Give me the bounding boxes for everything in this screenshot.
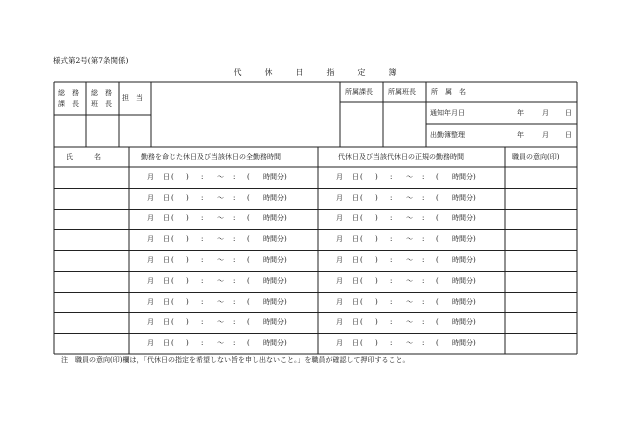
sub-tilde-text: 〜 [406, 277, 413, 285]
work-day-text: 日 [163, 194, 170, 202]
sub-colon-text: : [422, 298, 425, 306]
work-tilde-text: 〜 [217, 194, 224, 202]
work-day-text: 日 [163, 173, 170, 181]
work-tilde-text: 〜 [217, 214, 224, 222]
work-hours-text-text: 時間分) [263, 235, 287, 243]
sub-colon-text: : [422, 173, 425, 181]
sub-month-text: 月 [336, 235, 343, 243]
sub-paren-close-text: ) [375, 277, 378, 285]
work-tilde-text: 〜 [217, 235, 224, 243]
work-hours-text-text: 時間分) [263, 194, 287, 202]
soumu-hancho-label-1: 総 務 [91, 89, 112, 97]
sub-paren-open-text: ( [360, 339, 363, 347]
sub-paren-open-text: ( [360, 214, 363, 222]
work-paren-open-text: ( [171, 214, 174, 222]
sub-hours-open-text: ( [436, 214, 439, 222]
work-tilde-text: 〜 [217, 339, 224, 347]
sub-colon-text: : [422, 214, 425, 222]
tanto-label: 担 当 [122, 94, 143, 102]
work-day-text: 日 [163, 235, 170, 243]
work-month-text: 月 [147, 194, 154, 202]
sub-month-text: 月 [336, 318, 343, 326]
shozoku-kacho-label: 所属課長 [345, 88, 373, 96]
work-day-text: 日 [163, 298, 170, 306]
sub-tilde-text: 〜 [406, 235, 413, 243]
sub-paren-open-text: ( [360, 298, 363, 306]
sub-tilde-text: 〜 [406, 318, 413, 326]
sub-paren-open-text: ( [360, 235, 363, 243]
sub-hours-text-text: 時間分) [452, 318, 476, 326]
sub-day-text: 日 [352, 173, 359, 181]
sub-month-text: 月 [336, 298, 343, 306]
sub-colon-text: : [390, 339, 393, 347]
sub-hours-open-text: ( [436, 277, 439, 285]
work-hours-open-text: ( [247, 256, 250, 264]
work-day-text: 日 [163, 318, 170, 326]
work-hours-open-text: ( [247, 298, 250, 306]
work-paren-open-text: ( [171, 277, 174, 285]
sub-hours-open-text: ( [436, 256, 439, 264]
work-hours-open-text: ( [247, 194, 250, 202]
work-colon-text: : [233, 339, 236, 347]
work-colon-text: : [233, 235, 236, 243]
work-month-text: 月 [147, 256, 154, 264]
work-hours-text-text: 時間分) [263, 339, 287, 347]
shozoku-mei-label: 所 属 名 [431, 88, 466, 96]
work-hours-text-text: 時間分) [263, 298, 287, 306]
sub-paren-open-text: ( [360, 318, 363, 326]
sub-month-text: 月 [336, 277, 343, 285]
work-hours-text-text: 時間分) [263, 256, 287, 264]
work-colon-text: : [233, 298, 236, 306]
work-paren-open-text: ( [171, 235, 174, 243]
header-work-day: 勤務を命じた休日及び当該休日の全勤務時間 [141, 153, 281, 161]
sub-paren-close-text: ) [375, 339, 378, 347]
work-colon-text: : [201, 318, 204, 326]
sub-colon-text: : [390, 214, 393, 222]
work-day-text: 日 [163, 214, 170, 222]
sub-day-text: 日 [352, 256, 359, 264]
sub-hours-text-text: 時間分) [452, 173, 476, 181]
work-paren-close-text: ) [186, 214, 189, 222]
work-hours-open-text: ( [247, 214, 250, 222]
sub-colon-text: : [422, 339, 425, 347]
work-paren-close-text: ) [186, 235, 189, 243]
sub-month-text: 月 [336, 339, 343, 347]
sub-hours-open-text: ( [436, 339, 439, 347]
sub-colon-text: : [390, 256, 393, 264]
work-paren-close-text: ) [186, 277, 189, 285]
sub-paren-close-text: ) [375, 318, 378, 326]
shukkin-month-unit: 月 [542, 131, 549, 139]
soumu-kacho-label-2: 課 長 [58, 100, 79, 108]
title-char: 日 [295, 68, 304, 77]
sub-colon-text: : [390, 298, 393, 306]
sub-colon-text: : [390, 173, 393, 181]
sub-day-text: 日 [352, 298, 359, 306]
sub-hours-text-text: 時間分) [452, 298, 476, 306]
sub-tilde-text: 〜 [406, 298, 413, 306]
work-colon-text: : [201, 298, 204, 306]
work-hours-text-text: 時間分) [263, 277, 287, 285]
sub-colon-text: : [422, 318, 425, 326]
work-month-text: 月 [147, 214, 154, 222]
work-colon-text: : [201, 339, 204, 347]
sub-hours-text-text: 時間分) [452, 194, 476, 202]
sub-colon-text: : [422, 277, 425, 285]
title-char: 代 [233, 68, 242, 77]
sub-paren-close-text: ) [375, 235, 378, 243]
sub-colon-text: : [390, 194, 393, 202]
sub-paren-open-text: ( [360, 194, 363, 202]
sub-paren-close-text: ) [375, 194, 378, 202]
tsuchi-date-label: 通知年月日 [430, 109, 465, 117]
work-colon-text: : [201, 256, 204, 264]
work-hours-text-text: 時間分) [263, 173, 287, 181]
work-day-text: 日 [163, 277, 170, 285]
sub-colon-text: : [422, 194, 425, 202]
sub-day-text: 日 [352, 235, 359, 243]
work-paren-open-text: ( [171, 318, 174, 326]
work-paren-close-text: ) [186, 173, 189, 181]
sub-tilde-text: 〜 [406, 173, 413, 181]
work-tilde-text: 〜 [217, 173, 224, 181]
sub-colon-text: : [390, 318, 393, 326]
work-colon-text: : [201, 194, 204, 202]
sub-paren-close-text: ) [375, 256, 378, 264]
sub-day-text: 日 [352, 214, 359, 222]
work-month-text: 月 [147, 298, 154, 306]
work-colon-text: : [233, 194, 236, 202]
work-month-text: 月 [147, 173, 154, 181]
work-day-text: 日 [163, 339, 170, 347]
header-name: 氏 名 [66, 153, 101, 161]
title-char: 定 [357, 68, 366, 77]
work-colon-text: : [233, 318, 236, 326]
work-paren-close-text: ) [186, 318, 189, 326]
sub-hours-text-text: 時間分) [452, 339, 476, 347]
work-tilde-text: 〜 [217, 256, 224, 264]
sub-colon-text: : [422, 235, 425, 243]
tsuchi-month-unit: 月 [542, 109, 549, 117]
sub-colon-text: : [390, 277, 393, 285]
sub-hours-open-text: ( [436, 235, 439, 243]
work-paren-close-text: ) [186, 298, 189, 306]
soumu-hancho-label-2: 班 長 [91, 100, 112, 108]
shukkin-year-unit: 年 [517, 131, 524, 139]
work-paren-open-text: ( [171, 256, 174, 264]
work-colon-text: : [201, 214, 204, 222]
work-colon-text: : [201, 173, 204, 181]
header-intention: 職員の意向(印) [512, 153, 560, 161]
work-paren-close-text: ) [186, 256, 189, 264]
sub-month-text: 月 [336, 194, 343, 202]
sub-tilde-text: 〜 [406, 194, 413, 202]
sub-hours-text-text: 時間分) [452, 256, 476, 264]
work-hours-open-text: ( [247, 339, 250, 347]
sub-paren-close-text: ) [375, 173, 378, 181]
sub-tilde-text: 〜 [406, 214, 413, 222]
sub-day-text: 日 [352, 318, 359, 326]
form-number: 様式第2号(第7条関係) [53, 56, 129, 65]
sub-tilde-text: 〜 [406, 339, 413, 347]
work-colon-text: : [233, 214, 236, 222]
sub-day-text: 日 [352, 277, 359, 285]
sub-paren-close-text: ) [375, 214, 378, 222]
sub-hours-text-text: 時間分) [452, 277, 476, 285]
sub-day-text: 日 [352, 194, 359, 202]
sub-hours-open-text: ( [436, 318, 439, 326]
work-paren-open-text: ( [171, 194, 174, 202]
work-hours-open-text: ( [247, 277, 250, 285]
sub-hours-open-text: ( [436, 194, 439, 202]
sub-hours-open-text: ( [436, 173, 439, 181]
work-paren-open-text: ( [171, 339, 174, 347]
shozoku-hancho-label: 所属班長 [388, 88, 416, 96]
shukkin-day-unit: 日 [565, 131, 572, 139]
sub-paren-open-text: ( [360, 277, 363, 285]
work-tilde-text: 〜 [217, 298, 224, 306]
work-paren-close-text: ) [186, 339, 189, 347]
sub-colon-text: : [422, 256, 425, 264]
sub-paren-open-text: ( [360, 256, 363, 264]
work-month-text: 月 [147, 339, 154, 347]
work-paren-open-text: ( [171, 298, 174, 306]
tsuchi-year-unit: 年 [517, 109, 524, 117]
title-char: 簿 [388, 68, 397, 77]
shukkin-label: 出勤簿整理 [430, 131, 465, 139]
header-substitute-day: 代休日及び当該代休日の正規の勤務時間 [338, 153, 464, 161]
title-char: 休 [264, 68, 273, 77]
sub-month-text: 月 [336, 173, 343, 181]
sub-hours-text-text: 時間分) [452, 235, 476, 243]
work-colon-text: : [233, 277, 236, 285]
sub-paren-close-text: ) [375, 298, 378, 306]
sub-month-text: 月 [336, 256, 343, 264]
title-char: 指 [326, 68, 335, 77]
work-colon-text: : [233, 256, 236, 264]
work-hours-open-text: ( [247, 235, 250, 243]
work-month-text: 月 [147, 277, 154, 285]
work-tilde-text: 〜 [217, 277, 224, 285]
sub-hours-open-text: ( [436, 298, 439, 306]
work-tilde-text: 〜 [217, 318, 224, 326]
work-paren-close-text: ) [186, 194, 189, 202]
sub-hours-text-text: 時間分) [452, 214, 476, 222]
work-hours-open-text: ( [247, 173, 250, 181]
sub-day-text: 日 [352, 339, 359, 347]
work-paren-open-text: ( [171, 173, 174, 181]
soumu-kacho-label-1: 総 務 [58, 89, 79, 97]
work-month-text: 月 [147, 235, 154, 243]
work-month-text: 月 [147, 318, 154, 326]
sub-month-text: 月 [336, 214, 343, 222]
work-colon-text: : [201, 277, 204, 285]
sub-paren-open-text: ( [360, 173, 363, 181]
footnote: 注 職員の意向(印)欄は，「代休日の指定を希望しない旨を申し出ないこと。」を職員が確認して押印すること。 [61, 356, 410, 364]
work-hours-open-text: ( [247, 318, 250, 326]
tsuchi-day-unit: 日 [565, 109, 572, 117]
work-colon-text: : [233, 173, 236, 181]
work-hours-text-text: 時間分) [263, 214, 287, 222]
work-hours-text-text: 時間分) [263, 318, 287, 326]
sub-tilde-text: 〜 [406, 256, 413, 264]
sub-colon-text: : [390, 235, 393, 243]
work-colon-text: : [201, 235, 204, 243]
work-day-text: 日 [163, 256, 170, 264]
